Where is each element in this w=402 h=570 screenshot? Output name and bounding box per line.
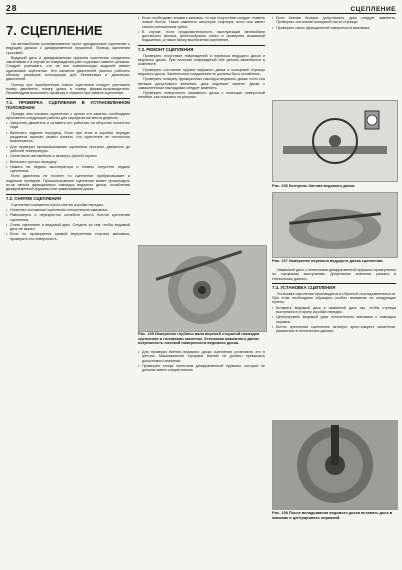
list-item: • Включить третью передачу.	[6, 160, 130, 164]
column-2	[138, 16, 265, 101]
chapter-title: 7. СЦЕПЛЕНИЕ	[6, 23, 103, 38]
intro-paragraph: На автомобилях устанавливается сухое однодисковое сцепление с ведущим диском с диафрагменной пружиной. Привод сцепления тросовый.	[6, 42, 130, 55]
list-item: • Запустить двигатель и оставить его работать на оборотах холостого хода.	[6, 121, 130, 130]
column-3	[272, 16, 396, 31]
figure-caption: Рис. 108 После вкладывания ведомого диска вставить диск в маховик и центрировать оправкой.	[272, 510, 393, 520]
page-header	[6, 3, 396, 14]
figure-caption: Рис. 106 Контроль биения ведомого диска.	[272, 183, 356, 188]
section-paragraph: Если двигатель не глохнет, то сцепление пробуксовывает и подлежит проверке. Проскальзывание сцепления может происходить из-за износа фрикционных накладок ведомого диска, ослабления диафрагменной пружины или замасливания диска.	[6, 174, 130, 192]
list-item: • Проверить износ фрикционной поверхности маховика.	[272, 26, 396, 30]
list-item: • Болты крепления сцепления затянуть крест-накрест моментом, указанным в технических данных.	[272, 325, 396, 334]
runout-gauge-illustration	[273, 101, 397, 181]
page-number: 28	[6, 3, 18, 13]
section-paragraph: Проверить поверхность нажимного диска с помощью поверочной линейки, как показано на рисунке.	[138, 91, 265, 100]
section-paragraph: Проверить отсутствие повреждений и перекоса ведущего диска и ведомого диска. При наличии повреждений обе детали заменяются в комплекте.	[138, 53, 265, 67]
runout-check-photo	[272, 100, 398, 182]
section-paragraph: Нажимной диск с лепестками диафрагменной пружины проверяются по торцевому выступанию. Допустимое значение указано в технических данных.	[272, 268, 396, 281]
list-item: • Центрировать ведомый диск относительно маховика с помощью оправки.	[272, 315, 396, 324]
list-item: • Отметить положение сцепления относительно маховика.	[6, 208, 130, 212]
column-1	[6, 42, 130, 242]
list-item: • Остановить автомобиль и затянуть ручной тормоз.	[6, 154, 130, 158]
section-paragraph: Проверить толщину фрикционных накладок ведомого диска: если она меньше допустимого значения, диск подлежит замене. Диски с замасленными накладками следует заменить.	[138, 77, 265, 90]
clutch-disc-photo	[138, 245, 267, 332]
section-paragraph: Прежде чем снимать сцепление с целью его замены, необходимо произвести следующие работы для определения места дефекта:	[6, 111, 130, 120]
running-section-title: СЦЕПЛЕНИЕ	[350, 6, 396, 13]
figure-caption: Рис. 105 Измерение глубины вала верхней стороной накладки сцепления и головками заклепок. Установка нажимного диска: погрешность плоской поверхности ведомого диска.	[138, 331, 260, 345]
list-item: • Если не проверяется прямой внутренним стороны маховика, проверить его поверхность.	[6, 232, 130, 241]
clutch-disc-illustration	[139, 246, 266, 331]
column-2-lower	[138, 350, 265, 373]
list-item: • Равномерно и перекрестно ослабить шесть болтов крепления сцепления.	[6, 213, 130, 222]
plate-warp-photo	[272, 192, 398, 258]
list-item: • В случае, если продолжительность эксплуатации автомобиля достаточно велика, целесообразно снять и проверить выжимной подшипник, а также вилку выключения сцепления.	[138, 30, 265, 43]
clutch-install-illustration	[273, 421, 397, 509]
list-item: • Нажать на педаль акселератора и плавно отпустить педаль сцепления.	[6, 165, 130, 174]
section-heading-7-3: 7.3. РЕМОНТ СЦЕПЛЕНИЯ	[138, 45, 265, 52]
figure-caption: Рис. 107 Измерение перекоса ведущего диска сцепления.	[272, 258, 384, 263]
list-item: • Проверить концы лепестков диафрагменной пружины, которые не должны иметь следов износа.	[138, 364, 265, 373]
list-item: • Если биение больше допустимого, диск следует заменить. Проверить состояние шлицевой части ступицы.	[272, 16, 396, 25]
section-paragraph: Сцепление снимается после снятия коробки передач.	[11, 202, 104, 207]
list-item: • Для проверки биения ведомого диска сцепления установить его в центры. Максимальное торцевое биение не должно превышать допустимого значения.	[138, 350, 265, 363]
section-paragraph: Проверить состояние пружин ведомого диска и шлицевой ступицы ведомого диска. Заклепочные соединения не должны быть ослаблены.	[138, 67, 265, 76]
section-heading-7-4: 7.4. УСТАНОВКА СЦЕПЛЕНИЯ	[272, 283, 396, 290]
section-heading-7-2: 7.2. СНЯТИЕ СЦЕПЛЕНИЯ	[6, 194, 130, 201]
intro-paragraph: Потому при приобретении нового сцепления следует учитывать номер двигателя, номер диска и номер фирмы-производителя. Рекомендуем выполнять проверку в сервисе при замене сцепления.	[6, 82, 130, 96]
list-item: • Если необходимо снимать маховик, то при отсутствии следует ставить новые болты. Также заменить шестерни стартера, если она имеет сильно изношенные зубья.	[138, 16, 265, 29]
list-item: • Снять сцепление и ведомый диск. Следить за тем, чтобы ведомый диск не выпал.	[6, 223, 130, 232]
clutch-install-photo	[272, 420, 398, 510]
column-3-middle	[272, 268, 396, 335]
list-item: • Вставить ведомый диск в нажимной диск так, чтобы ступица выступала в сторону коробки передач.	[272, 306, 396, 315]
list-item: • Включить заднюю передачу. Если при этом в коробке передач раздается скрежет, можно считать, что сцепление не полностью выключается.	[6, 131, 130, 144]
list-item: • Для проверки проскальзывания сцепления прогреть двигатель до рабочей температуры.	[6, 145, 130, 154]
section-paragraph: Установка сцепления производится в обратной последовательности. При этом необходимо обращать особое внимание на следующие пункты:	[272, 291, 396, 305]
intro-paragraph: Ведущий диск и диафрагменная пружина сцепления соединены заклепками и в случае их повреждения узел подлежит замене целиком. Следует учитывать, что не все комплектации моделей имеют одинаковое сцепление. Это касается двигателей разного рабочего объема, размеров конструкции для бензиновых и дизельных двигателей.	[6, 55, 130, 82]
section-heading-7-1: 7.1. ПРОВЕРКА СЦЕПЛЕНИЯ В УСТАНОВЛЕННОМ ПОЛОЖЕНИИ	[6, 99, 130, 110]
pressure-plate-illustration	[273, 193, 397, 257]
